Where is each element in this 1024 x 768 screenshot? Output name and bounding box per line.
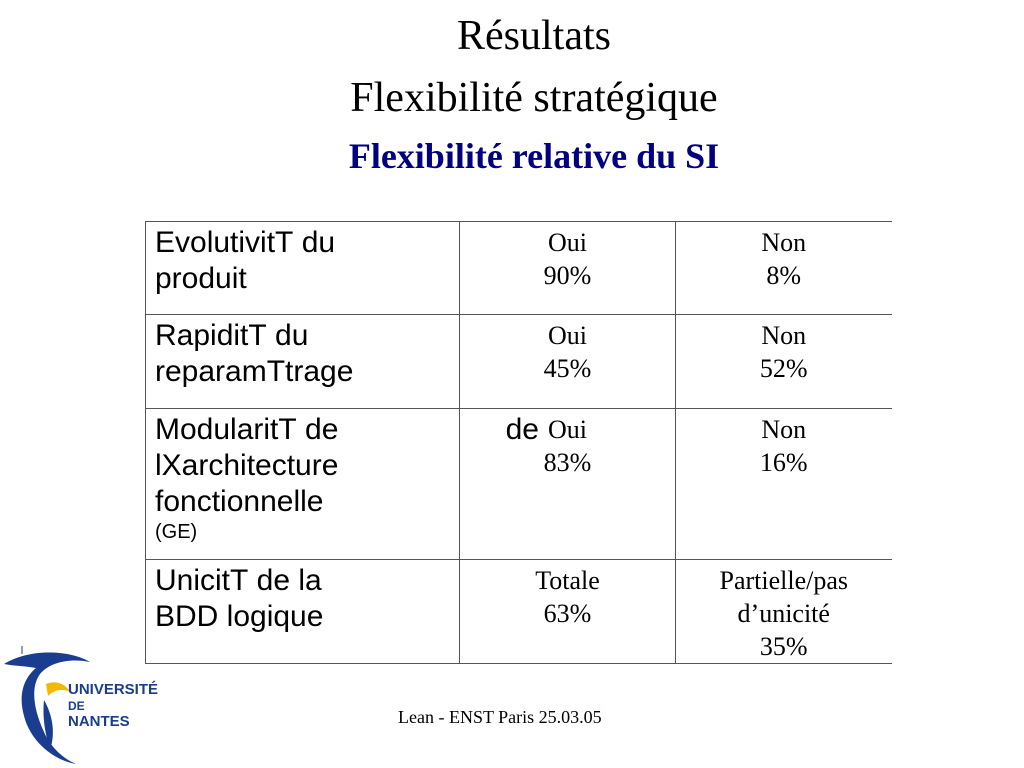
no-value: 35%	[759, 632, 808, 661]
yes-value: 83%	[543, 448, 592, 477]
yes-value: 90%	[543, 261, 592, 290]
criterion-cell	[146, 222, 460, 315]
yes-cell	[460, 315, 676, 409]
yes-label: Oui	[548, 415, 587, 444]
yes-value: 63%	[543, 599, 592, 628]
no-cell	[676, 222, 892, 315]
no-label: Non	[761, 228, 807, 257]
logo-accent-icon	[46, 682, 70, 696]
no-cell	[676, 560, 892, 664]
no-value: 16%	[759, 448, 808, 477]
criterion-text: RapiditТ du	[155, 319, 309, 352]
criterion-text: BDD logique	[155, 600, 324, 633]
no-cell	[676, 315, 892, 409]
no-cell	[676, 409, 892, 560]
table-row	[146, 409, 892, 560]
logo-text: DE	[68, 699, 85, 713]
university-logo	[0, 640, 170, 768]
no-label: Non	[761, 321, 807, 350]
table-row	[146, 315, 892, 409]
no-label: Non	[761, 415, 807, 444]
criterion-note: (GE)	[155, 521, 198, 543]
slide-title-line2: Flexibilité stratégique	[350, 75, 718, 121]
criterion-overflow-text: de	[505, 413, 539, 446]
yes-value: 45%	[543, 354, 592, 383]
criterion-text: fonctionnelle	[155, 485, 324, 518]
criterion-cell	[146, 315, 460, 409]
no-value: 8%	[766, 261, 802, 290]
yes-label: Oui	[548, 321, 587, 350]
no-label: Partielle/pas	[719, 566, 848, 595]
slide-title: Résultats	[457, 13, 611, 59]
criterion-text: reparamТtrage	[155, 355, 354, 388]
yes-cell	[460, 409, 676, 560]
criterion-text: lХarchitecture	[155, 449, 339, 482]
logo-text: UNIVERSITÉ	[68, 681, 159, 698]
criterion-text: produit	[155, 262, 247, 295]
yes-label: Totale	[535, 566, 600, 595]
results-table	[145, 221, 892, 664]
yes-label: Oui	[548, 228, 587, 257]
criterion-text: UnicitТ de la	[155, 564, 322, 597]
no-label-line2: d’unicité	[737, 599, 830, 628]
criterion-text: ModularitТ de	[155, 413, 339, 446]
criterion-cell	[146, 409, 539, 560]
slide-subtitle: Flexibilité relative du SI	[348, 136, 720, 176]
criterion-text: EvolutivitТ du	[155, 226, 336, 259]
criterion-cell	[146, 560, 460, 664]
footer-text: Lean - ENST Paris 25.03.05	[398, 707, 602, 727]
table-row	[146, 560, 892, 664]
no-value: 52%	[759, 354, 808, 383]
yes-cell	[460, 560, 676, 664]
table-row	[146, 222, 892, 315]
logo-text: NANTES	[68, 713, 130, 730]
yes-cell	[460, 222, 676, 315]
